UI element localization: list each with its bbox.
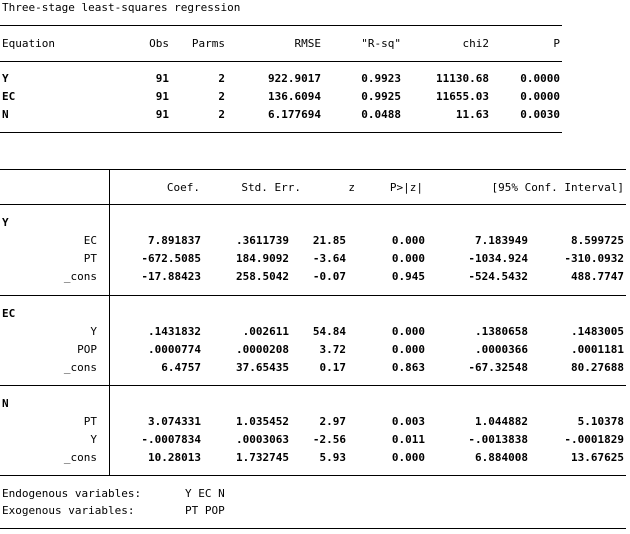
- coef-coef-cell: .1431832: [148, 325, 201, 338]
- coef-z-cell: 0.17: [319, 361, 346, 374]
- coef-z-cell: 3.72: [319, 343, 346, 356]
- coef-std-err-cell: .3611739: [236, 234, 289, 247]
- coef-std-err-cell: .002611: [242, 325, 289, 338]
- summary-p-value: 0.0000: [520, 72, 560, 85]
- coef-p-value-cell: 0.000: [391, 252, 425, 265]
- coef-variable-cell: Y: [90, 433, 97, 446]
- summary-p-value: 0.0000: [520, 90, 560, 103]
- coef-ci-upper-cell: 80.27688: [571, 361, 624, 374]
- coef-ci-upper-cell: -310.0932: [564, 252, 624, 265]
- summary-obs-value: 91: [155, 72, 169, 85]
- summary-p-value: 0.0030: [520, 108, 560, 121]
- coef-ci-lower-cell: .1380658: [475, 325, 528, 338]
- coef-p-value-cell: 0.000: [391, 343, 425, 356]
- summary-chi2-value: 11130.68: [436, 72, 489, 85]
- coef-vertical-rule: [109, 169, 110, 475]
- summary-r-sq-value: 0.9925: [361, 90, 401, 103]
- summary-header-r-sq: "R-sq": [361, 37, 401, 50]
- coef-p-value-cell: 0.003: [391, 415, 425, 428]
- summary-equation-name: EC: [2, 90, 16, 103]
- coef-std-err-cell: .0003063: [236, 433, 289, 446]
- summary-parms-value: 2: [218, 108, 225, 121]
- summary-bottom-rule: [0, 132, 562, 133]
- coef-variable-cell: PT: [83, 415, 97, 428]
- summary-rmse-value: 6.177694: [268, 108, 321, 121]
- summary-r-sq-value: 0.0488: [361, 108, 401, 121]
- coef-ci-upper-cell: .0001181: [571, 343, 624, 356]
- coef-ci-upper-cell: .1483005: [571, 325, 624, 338]
- output-title: Three-stage least-squares regression: [2, 1, 241, 14]
- summary-obs-value: 91: [155, 90, 169, 103]
- coef-z-cell: 5.93: [319, 451, 346, 464]
- summary-equation-name: Y: [2, 72, 9, 85]
- summary-header-rule: [0, 61, 562, 62]
- coef-ci-lower-cell: -67.32548: [468, 361, 528, 374]
- coef-p-value-cell: 0.000: [391, 234, 425, 247]
- summary-header-parms: Parms: [191, 37, 225, 50]
- equation-separator-rule: [0, 295, 626, 296]
- summary-top-rule: [0, 25, 562, 26]
- summary-r-sq-value: 0.9923: [361, 72, 401, 85]
- coef-header-rule: [0, 204, 626, 205]
- summary-rmse-value: 922.9017: [268, 72, 321, 85]
- exogenous-vars: PT POP: [185, 504, 225, 517]
- coef-p-value-cell: 0.863: [391, 361, 425, 374]
- coef-ci-lower-cell: -.0013838: [468, 433, 528, 446]
- summary-header-equation: Equation: [2, 37, 55, 50]
- coef-ci-upper-cell: -.0001829: [564, 433, 624, 446]
- coef-ci-upper-cell: 5.10378: [577, 415, 624, 428]
- summary-chi2-value: 11.63: [455, 108, 489, 121]
- summary-header-rmse: RMSE: [294, 37, 321, 50]
- coef-header-z: z: [348, 181, 355, 194]
- coef-variable-cell: PT: [83, 252, 97, 265]
- coef-header-coef: Coef.: [166, 181, 200, 194]
- coef-header-p-value: P>|z|: [389, 181, 423, 194]
- summary-header-p: P: [553, 37, 560, 50]
- endogenous-label: Endogenous variables:: [2, 487, 142, 500]
- coef-header-conf-interval: [95% Conf. Interval]: [491, 181, 624, 194]
- summary-rmse-value: 136.6094: [268, 90, 321, 103]
- coef-variable-cell: _cons: [63, 451, 97, 464]
- coef-ci-lower-cell: -524.5432: [468, 270, 528, 283]
- coef-ci-lower-cell: 6.884008: [475, 451, 528, 464]
- coef-bottom-rule: [0, 475, 626, 476]
- coef-variable-cell: _cons: [63, 361, 97, 374]
- coef-top-rule: [0, 169, 626, 170]
- coef-std-err-cell: 1.732745: [236, 451, 289, 464]
- coef-variable-cell: Y: [90, 325, 97, 338]
- summary-parms-value: 2: [218, 72, 225, 85]
- coef-z-cell: -3.64: [312, 252, 346, 265]
- summary-equation-name: N: [2, 108, 9, 121]
- coef-std-err-cell: .0000208: [236, 343, 289, 356]
- coef-coef-cell: 7.891837: [148, 234, 201, 247]
- coef-coef-cell: 3.074331: [148, 415, 201, 428]
- coef-std-err-cell: 1.035452: [236, 415, 289, 428]
- coef-variable-cell: _cons: [63, 270, 97, 283]
- coef-z-cell: 21.85: [312, 234, 346, 247]
- coef-coef-cell: -17.88423: [141, 270, 201, 283]
- coef-z-cell: -2.56: [312, 433, 346, 446]
- endogenous-vars: Y EC N: [185, 487, 225, 500]
- coef-coef-cell: 6.4757: [161, 361, 201, 374]
- coef-p-value-cell: 0.000: [391, 325, 425, 338]
- coef-coef-cell: -672.5085: [141, 252, 201, 265]
- coef-std-err-cell: 258.5042: [236, 270, 289, 283]
- coef-ci-upper-cell: 8.599725: [571, 234, 624, 247]
- coef-p-value-cell: 0.000: [391, 451, 425, 464]
- summary-obs-value: 91: [155, 108, 169, 121]
- coef-variable-cell: EC: [83, 234, 97, 247]
- coef-coef-cell: -.0007834: [141, 433, 201, 446]
- summary-parms-value: 2: [218, 90, 225, 103]
- coef-std-err-cell: 184.9092: [236, 252, 289, 265]
- coef-ci-lower-cell: .0000366: [475, 343, 528, 356]
- equation-heading: EC: [2, 307, 16, 320]
- footer-rule: [0, 528, 626, 529]
- equation-heading: Y: [2, 216, 9, 229]
- coef-std-err-cell: 37.65435: [236, 361, 289, 374]
- coef-p-value-cell: 0.945: [391, 270, 425, 283]
- equation-heading: N: [2, 397, 9, 410]
- coef-coef-cell: 10.28013: [148, 451, 201, 464]
- coef-coef-cell: .0000774: [148, 343, 201, 356]
- exogenous-label: Exogenous variables:: [2, 504, 135, 517]
- coef-ci-upper-cell: 488.7747: [571, 270, 624, 283]
- coef-z-cell: -0.07: [312, 270, 346, 283]
- coef-ci-lower-cell: 1.044882: [475, 415, 528, 428]
- equation-separator-rule: [0, 385, 626, 386]
- coef-ci-lower-cell: 7.183949: [475, 234, 528, 247]
- coef-p-value-cell: 0.011: [391, 433, 425, 446]
- summary-header-chi2: chi2: [462, 37, 489, 50]
- summary-chi2-value: 11655.03: [436, 90, 489, 103]
- coef-header-std-err: Std. Err.: [241, 181, 301, 194]
- coef-ci-lower-cell: -1034.924: [468, 252, 528, 265]
- coef-z-cell: 2.97: [319, 415, 346, 428]
- coef-ci-upper-cell: 13.67625: [571, 451, 624, 464]
- coef-z-cell: 54.84: [312, 325, 346, 338]
- coef-variable-cell: POP: [77, 343, 97, 356]
- summary-header-obs: Obs: [149, 37, 169, 50]
